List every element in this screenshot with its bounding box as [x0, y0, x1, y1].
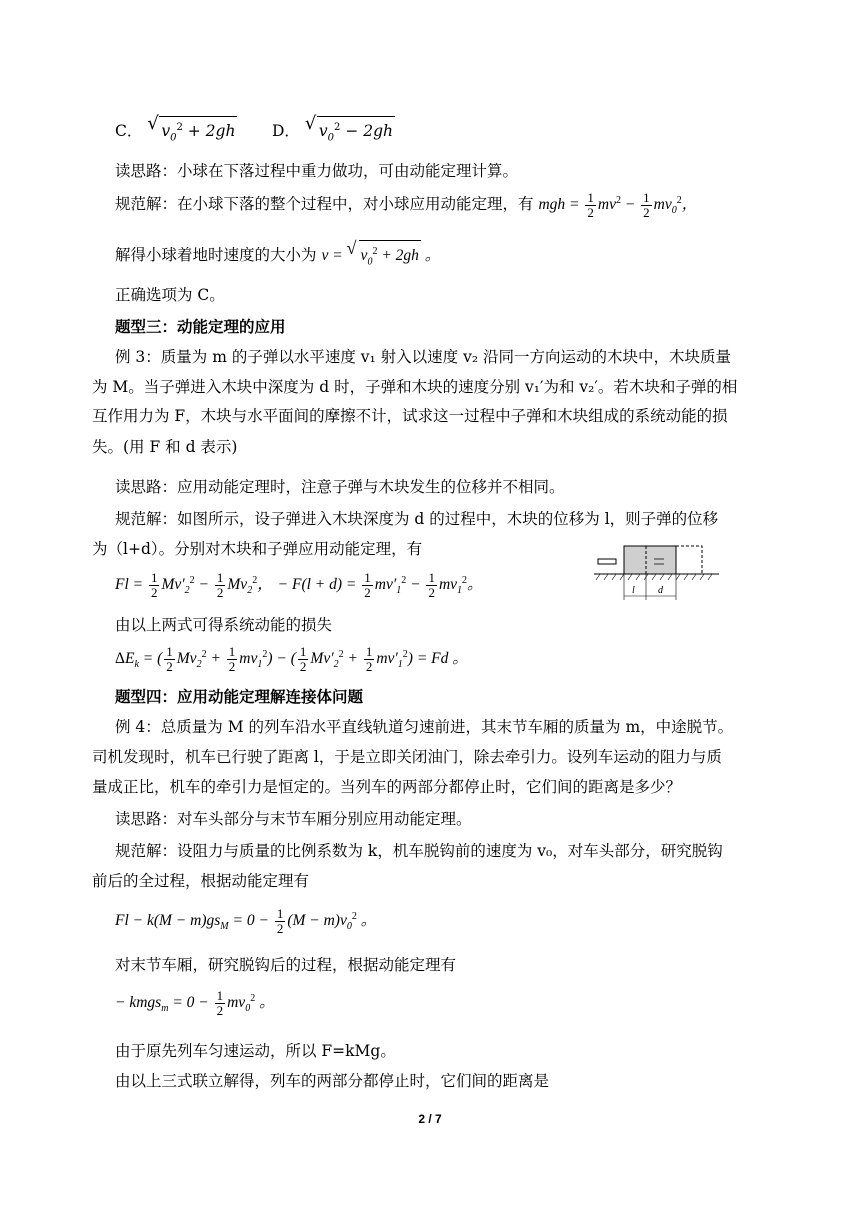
option-c [115, 113, 237, 149]
option-d [272, 113, 395, 149]
option-c-formula: √ $v_0^2 + 2gh$ [147, 116, 237, 149]
page-number: 2 / 7 [418, 1112, 442, 1126]
ex2-read [115, 160, 518, 182]
ex4-line-1: 例 4：总质量为 M 的列车沿水平直线轨道匀速前进，其末节车厢的质量为 m，中途脱节。 [115, 718, 734, 736]
ex2-read-label: 读思路： [115, 162, 178, 180]
fig-label-d: d [658, 585, 663, 596]
ex2-sol-text: 在小球下落的整个过程中，对小球应用动能定理，有 [177, 195, 534, 214]
ex2-solution [115, 190, 697, 222]
ex4-uniform: 由于原先列车匀速运动，所以 F=kMg。 [115, 1042, 396, 1060]
ex2-result [115, 240, 440, 273]
ex4-tail-text: 对末节车厢，研究脱钩后的过程，根据动能定理有 [115, 956, 457, 974]
ex3-sol-2: 为（l+d）。分别对木块和子弹应用动能定理，有 [92, 540, 423, 558]
ex3-loss-equation [115, 644, 468, 676]
option-c-label: C． [115, 122, 143, 141]
ex2-answer: 正确选项为 C。 [115, 286, 225, 304]
ex2-velocity-formula: v = √ $v_0^2 + 2gh$ 。 [321, 247, 440, 264]
option-d-label: D． [272, 122, 300, 141]
bullet-block-figure [594, 540, 724, 602]
ex4-read: 读思路：对车头部分与末节车厢分别应用动能定理。 [115, 810, 472, 828]
ex3-loss-text: 由以上两式可得系统动能的损失 [115, 616, 333, 634]
ex2-energy-equation: mgh = $\frac{1}{2}$ $mv^2$ − $\frac{1}{2}$ $mv_0^2$， [538, 190, 698, 221]
ex4-tail-equation [115, 988, 275, 1020]
ex3-block-equation: Fl = $\frac{1}{2}$ $Mv'_2^2$ − $\frac{1}{2}$ $Mv_2^2$， [115, 570, 273, 601]
ex3-read: 读思路：应用动能定理时，注意子弹与木块发生的位移并不相同。 [115, 478, 565, 496]
ex3-loss-formula: $\Delta E_k$ = ( $\frac{1}{2}$ $Mv_2^2$ + $\frac{1}{2}$ $mv_1^2$) − ( $\frac{1}{2}$ $Mv'_2^2$ + $\frac{1}{2}$ $mv'_1^2) = Fd$ 。 [115, 644, 468, 675]
ex3-line-4: 失。(用 F 和 d 表示) [92, 438, 238, 456]
ex2-sol-label: 规范解： [115, 195, 178, 214]
fig-label-l: l [632, 585, 635, 596]
ex4-final: 由以上三式联立解得，列车的两部分都停止时，它们间的距离是 [115, 1072, 550, 1090]
ex4-sol-1: 规范解：设阻力与质量的比例系数为 k，机车脱钩前的速度为 v₀，对车头部分，研究脱钩 [115, 842, 723, 860]
option-d-formula: √ $v_0^2 - 2gh$ [305, 116, 395, 149]
ex3-bullet-equation: − F(l + d) = $\frac{1}{2}$ $mv'_1^2$ − $\frac{1}{2}$ $mv_1^2$。 [277, 570, 483, 601]
ex4-sol-2: 前后的全过程，根据动能定理有 [92, 872, 310, 890]
type3-heading: 题型三：动能定理的应用 [115, 317, 286, 336]
ex3-equations [115, 570, 483, 602]
ex4-head-formula: $Fl - k(M - m)gs_M = 0$ − $\frac{1}{2}$ $(M - m)v_0^2$ 。 [115, 906, 377, 937]
ex4-line-3: 量成正比，机车的牵引力是恒定的。当列车的两部分都停止时，它们间的距离是多少？ [92, 778, 682, 796]
ex4-line-2: 司机发现时，机车已行驶了距离 l，于是立即关闭油门，除去牵引力。设列车运动的阻力与质 [92, 748, 722, 766]
ex2-read-text: 小球在下落过程中重力做功，可由动能定理计算。 [177, 162, 519, 180]
ex3-line-3: 互作用力为 F，木块与水平面间的摩擦不计，试求这一过程中子弹和木块组成的系统动能的损 [92, 407, 728, 425]
ex3-line-1: 例 3：质量为 m 的子弹以水平速度 v₁ 射入以速度 v₂ 沿同一方向运动的木块中，木块质量 [115, 348, 731, 366]
type4-heading: 题型四：应用动能定理解连接体问题 [115, 687, 364, 706]
ex4-head-equation [115, 906, 376, 938]
ex4-tail-formula: − kmgs$_m$ = 0 − $\frac{1}{2}$ $mv_0^2$ 。 [115, 988, 275, 1019]
ex2-result-text: 解得小球着地时速度的大小为 [115, 246, 317, 265]
ex3-sol-1: 规范解：如图所示，设子弹进入木块深度为 d 的过程中，木块的位移为 l，则子弹的位移 [115, 510, 719, 528]
ex3-line-2: 为 M。当子弹进入木块中深度为 d 时，子弹和木块的速度分别 v₁′为和 v₂′。若木块和子弹的相 [92, 378, 738, 396]
